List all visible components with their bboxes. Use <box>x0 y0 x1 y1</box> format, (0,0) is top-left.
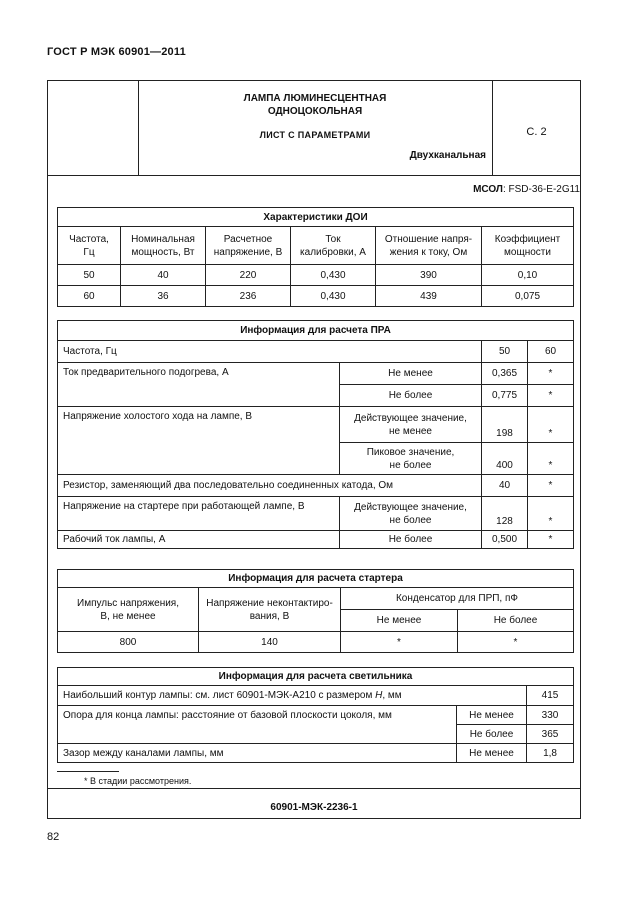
page-number: 82 <box>47 831 60 843</box>
header-title-line1: ЛАМПА ЛЮМИНЕСЦЕНТНАЯ <box>243 93 387 104</box>
doi-cell: 390 <box>376 265 482 286</box>
pra-work-current: 0,500 <box>482 531 528 549</box>
starter-col-impulse: Импульс напряжения, В, не менее <box>58 588 199 632</box>
doi-cell: 60 <box>58 286 121 307</box>
starter-cell: 800 <box>58 632 199 653</box>
luminaire-contour-label: Наибольший контур лампы: см. лист 60901-МЭК-А210 с размером H, мм <box>58 686 527 706</box>
starter-table <box>57 569 574 653</box>
doi-table <box>57 207 574 307</box>
pra-preheat-max-label: Не более <box>340 385 482 407</box>
pra-freq-50: 50 <box>482 341 528 363</box>
starter-col-capacitor: Конденсатор для ПРП, пФ <box>341 588 574 610</box>
pra-ocv-peak: 400 <box>482 443 528 475</box>
pra-table <box>57 320 574 549</box>
luminaire-gap-min: 1,8 <box>527 744 574 763</box>
mcol-value: : FSD-36-E-2G11 <box>502 184 580 195</box>
header-divider <box>47 175 581 176</box>
header-subtitle: ЛИСТ С ПАРАМЕТРАМИ <box>259 130 371 140</box>
doi-cell: 0,10 <box>482 265 574 286</box>
pra-resistor-60: * <box>528 475 574 497</box>
doi-cell: 36 <box>121 286 206 307</box>
table-row <box>58 286 574 307</box>
luminaire-contour: 415 <box>527 686 574 706</box>
pra-starter-v-60: * <box>528 497 574 531</box>
luminaire-gap-label: Зазор между каналами лампы, мм <box>58 744 457 763</box>
luminaire-support-label: Опора для конца лампы: расстояние от базовой плоскости цоколя, мм <box>58 706 457 744</box>
doi-col-ratio: Отношение напря- жения к току, Ом <box>376 227 482 265</box>
doi-col-voltage: Расчетное напряжение, В <box>206 227 291 265</box>
pra-ocv-rms-label: Действующее значение, не менее <box>340 407 482 443</box>
pra-starter-v-sub: Действующее значение, не более <box>340 497 482 531</box>
luminaire-title: Информация для расчета светильника <box>58 668 574 686</box>
luminaire-support-max-label: Не более <box>457 725 527 744</box>
table-row <box>58 265 574 286</box>
luminaire-support-max: 365 <box>527 725 574 744</box>
mcol-label: МСОЛ <box>473 184 503 195</box>
footnote: * В стадии рассмотрения. <box>84 776 192 786</box>
starter-col-noncontact: Напряжение неконтактиро- вания, В <box>199 588 341 632</box>
doi-col-power: Номинальная мощность, Вт <box>121 227 206 265</box>
luminaire-gap-min-label: Не менее <box>457 744 527 763</box>
doi-cell: 236 <box>206 286 291 307</box>
luminaire-support-min: 330 <box>527 706 574 725</box>
pra-preheat-min-label: Не менее <box>340 363 482 385</box>
doi-cell: 220 <box>206 265 291 286</box>
pra-preheat-max-60: * <box>528 385 574 407</box>
footnote-rule <box>57 771 119 772</box>
pra-starter-v: 128 <box>482 497 528 531</box>
pra-work-current-label: Рабочий ток лампы, А <box>58 531 340 549</box>
pra-resistor-label: Резистор, заменяющий два последовательно соединенных катода, Ом <box>58 475 482 497</box>
doi-col-current: Ток калибровки, А <box>291 227 376 265</box>
pra-preheat-min-60: * <box>528 363 574 385</box>
doi-cell: 439 <box>376 286 482 307</box>
pra-ocv-rms-60: * <box>528 407 574 443</box>
footer-divider <box>47 788 581 789</box>
doi-col-frequency: Частота, Гц <box>58 227 121 265</box>
pra-preheat-min: 0,365 <box>482 363 528 385</box>
doi-cell: 50 <box>58 265 121 286</box>
pra-preheat-max: 0,775 <box>482 385 528 407</box>
pra-ocv-peak-label: Пиковое значение, не более <box>340 443 482 475</box>
header-title-line2: ОДНОЦОКОЛЬНАЯ <box>267 106 363 117</box>
pra-ocv-rms: 198 <box>482 407 528 443</box>
pra-ocv-label: Напряжение холостого хода на лампе, В <box>58 407 340 475</box>
pra-frequency-label: Частота, Гц <box>58 341 482 363</box>
luminaire-table <box>57 667 574 763</box>
starter-title: Информация для расчета стартера <box>58 570 574 588</box>
pra-freq-60: 60 <box>528 341 574 363</box>
doi-title: Характеристики ДОИ <box>58 208 574 227</box>
starter-cell: * <box>458 632 574 653</box>
pra-starter-v-label: Напряжение на стартере при работающей лампе, В <box>58 497 340 531</box>
sheet-code: 60901-МЭК-2236-1 <box>270 802 358 813</box>
luminaire-support-min-label: Не менее <box>457 706 527 725</box>
pra-ocv-peak-60: * <box>528 443 574 475</box>
pra-preheat-label: Ток предварительного подогрева, А <box>58 363 340 407</box>
pra-work-current-sub: Не более <box>340 531 482 549</box>
table-row <box>58 632 574 653</box>
starter-cell: 140 <box>199 632 341 653</box>
doi-cell: 0,430 <box>291 286 376 307</box>
starter-cap-max-label: Не более <box>458 610 574 632</box>
starter-cell: * <box>341 632 458 653</box>
mcol-designation <box>473 184 580 195</box>
lamp-kind: Двухканальная <box>409 150 486 161</box>
doi-col-power-factor: Коэффициент мощности <box>482 227 574 265</box>
doi-cell: 0,075 <box>482 286 574 307</box>
document-standard: ГОСТ Р МЭК 60901—2011 <box>47 46 186 58</box>
header-title <box>138 92 492 118</box>
pra-work-current-60: * <box>528 531 574 549</box>
header-page-label: С. 2 <box>526 126 547 138</box>
starter-cap-min-label: Не менее <box>341 610 458 632</box>
pra-title: Информация для расчета ПРА <box>58 321 574 341</box>
doi-cell: 0,430 <box>291 265 376 286</box>
pra-resistor: 40 <box>482 475 528 497</box>
doi-cell: 40 <box>121 265 206 286</box>
